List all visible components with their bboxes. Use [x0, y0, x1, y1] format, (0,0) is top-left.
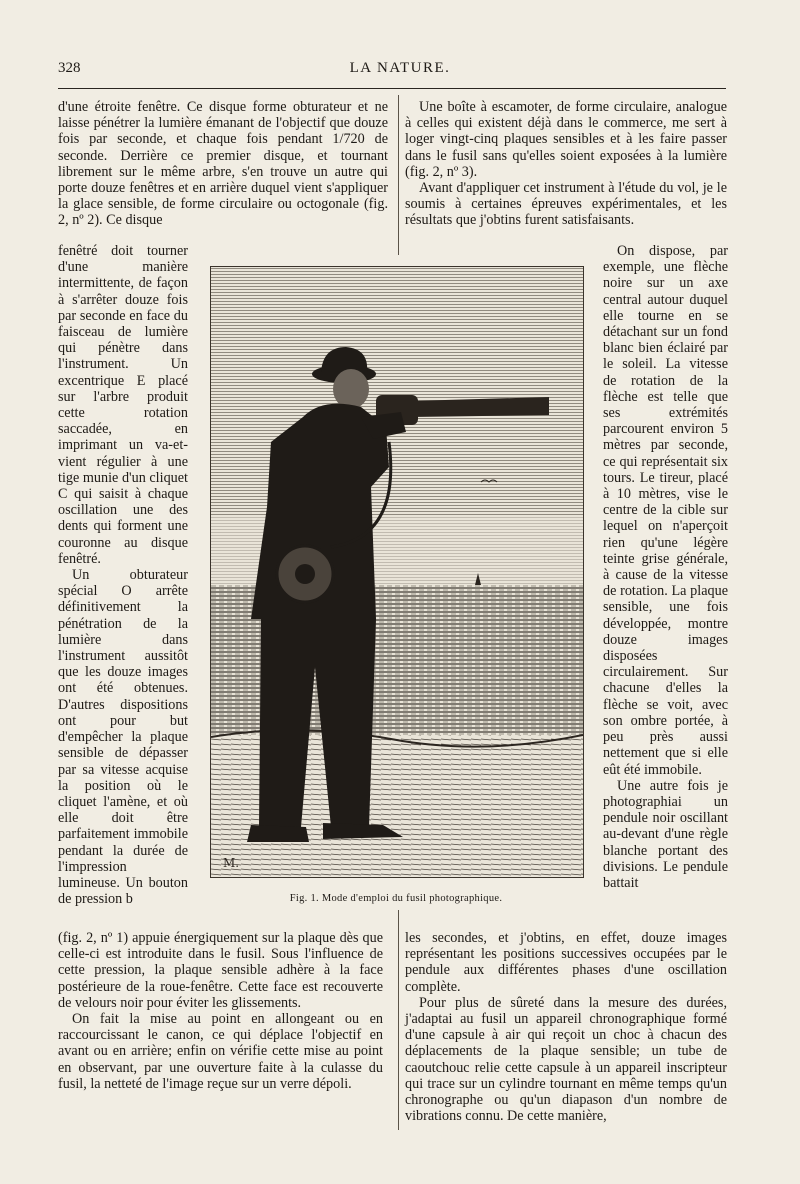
paragraph: (fig. 2, nº 1) appuie énergiquement sur la plaque dès que celle-ci est introduite dans le fusil. Sous l'influence de cette pression, la plaque sensible adhère à la face postérieure de la roue-fenêtre. Cette face est recouverte de velours noir pour éviter les glissements. [58, 930, 383, 1011]
column-rule-top [398, 95, 399, 255]
right-column-top [405, 99, 727, 229]
paragraph: Pour plus de sûreté dans la mesure des durées, j'adaptai au fusil un appareil chronographique formé d'une capsule à air qui reçoit un choc à chacun des déplacements de la plaque sensible; un tube de caoutchouc relie cette capsule à un appareil inscripteur qui trace sur un cylindre tournant en même temps qu'un chronographe ou qu'un diapason d'un nombre de vibrations connu. De cette manière, [405, 994, 727, 1125]
head [333, 369, 369, 409]
paragraph: Un obturateur spécial O arrête définitivement la pénétration de la lumière dans l'instrument aussitôt que les douze images ont été obtenues. D'autres dispositions ont pour but d'empêcher la plaque sensible de dépasser par sa vitesse acquise la position où le cliquet l'amène, et où elle doit être parfaitement immobile pendant la durée de l'impression lumineuse. Un bouton de pression b [58, 567, 188, 908]
engraving-figure [210, 266, 584, 878]
paragraph: Une boîte à escamoter, de forme circulaire, analogue à celles qui existent déjà dans le commerce, me sert à loger vingt-cinq plaques sensibles et à les faire passer dans le fusil sans qu'elles soient exposées à la lumière (fig. 2, nº 3). [405, 99, 727, 180]
paragraph: d'une étroite fenêtre. Ce disque forme obturateur et ne laisse pénétrer la lumière émanant de l'objectif que douze fois par seconde, et chaque fois pendant 1/720 de seconde. Derrière ce premier disque, et tournant librement sur le même arbre, s'en trouve un autre qui porte douze fenêtres et en arrière duquel vient s'appliquer la glace sensible, de forme circulaire ou octogonale (fig. 2, nº 2). Ce disque [58, 99, 388, 229]
left-column-bottom [58, 930, 383, 1092]
page-number: 328 [58, 60, 81, 76]
right-column-narrow [603, 243, 728, 891]
header-rule [58, 88, 726, 89]
boot-left [247, 825, 309, 842]
paragraph: les secondes, et j'obtins, en effet, douze images représentant les positions successives occupées par le pendule aux différentes phases d'une oscillation complète. [405, 930, 727, 995]
column-rule-bottom [398, 910, 399, 1130]
paragraph: On fait la mise au point en allongeant ou en raccourcissant le canon, ce qui déplace l'objectif en avant ou en arrière; enfin on vérifie cette mise au point en observant, par une ouverture faite à la culasse du fusil, la netteté de l'image reçue sur un verre dépoli. [58, 1011, 383, 1092]
figure-caption: Fig. 1. Mode d'emploi du fusil photographique. [289, 893, 503, 904]
paragraph: Avant d'appliquer cet instrument à l'étude du vol, je le soumis à certaines épreuves expérimentales, et les résultats que j'obtins furent satisfaisants. [405, 180, 727, 229]
engraver-mark: M. [223, 856, 240, 870]
running-head: LA NATURE. [349, 60, 451, 76]
left-column-top [58, 99, 388, 229]
paragraph: Une autre fois je photographiai un pendule noir oscillant au-devant d'une règle blanche portant des divisions. Le pendule battait [603, 777, 728, 891]
paragraph: fenêtré doit tourner d'une manière intermittente, de façon à s'arrêter douze fois par seconde en face du faisceau de lumière qui pénètre dans l'instrument. Un excentrique E placé sur l'arbre produit cette rotation saccadée, en imprimant un va-et-vient régulier à une tige munie d'un cliquet C qui saisit à chaque oscillation une des dents qui forment une couronne au disque fenêtré. [58, 243, 188, 567]
paragraph: On dispose, par exemple, une flèche noire sur un axe central autour duquel elle tourne en se détachant sur un fond blanc bien éclairé par le soleil. La vitesse de rotation de la flèche est telle que ses extrémités parcourent environ 5 mètres par seconde, ce qui représentait six tours. Le tireur, placé à 10 mètres, vise le centre de la cible sur lequel on n'aperçoit rien qu'une légère teinte grise générale, à cause de la vitesse de rotation. La plaque sensible, une fois développée, montre douze images disposées circulairement. Sur chacune d'elles la flèche se voit, avec son ombre portée, à peu près aussi nettement que si elle eût été immobile. [603, 243, 728, 778]
right-column-bottom [405, 930, 727, 1124]
engraving-illustration [211, 267, 583, 877]
left-column-narrow [58, 243, 188, 907]
